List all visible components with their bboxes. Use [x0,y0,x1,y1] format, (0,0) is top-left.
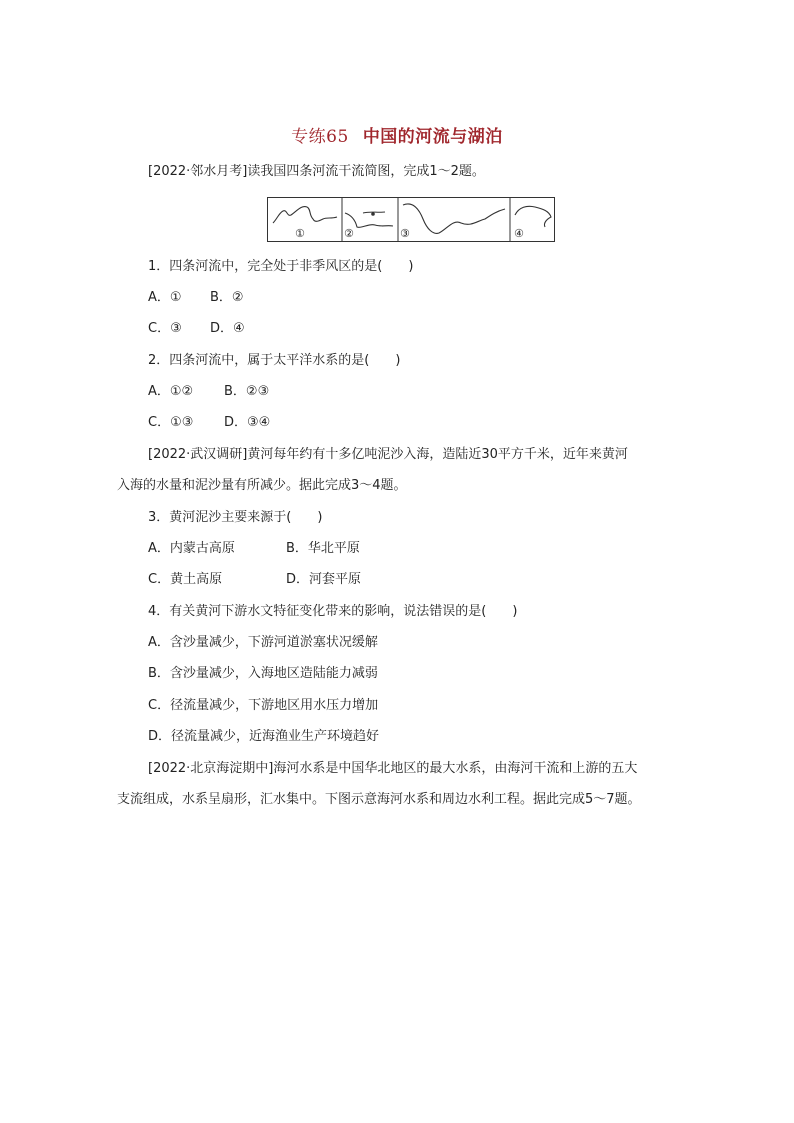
question-1-stem: 1．四条河流中，完全处于非季风区的是( ) [148,259,414,274]
river-4-label: ④ [514,227,524,240]
question-2-option-a: A．①② [148,384,194,399]
intro-3-line-1: [2022·北京海淀期中]海河水系是中国华北地区的最大水系，由海河干流和上游的五大 [148,761,638,776]
river-4-line [515,206,551,227]
river-2-line [345,213,393,227]
question-4-option-d: D．径流量减少，近海渔业生产环境趋好 [148,729,380,744]
title-text: 中国的河流与湖泊 [362,127,503,147]
river-1-line [273,207,337,223]
river-figure [267,197,555,242]
river-2-label: ② [344,227,354,240]
question-4-stem: 4．有关黄河下游水文特征变化带来的影响，说法错误的是( ) [148,604,518,619]
river-1-label: ① [295,227,305,240]
question-4-option-a: A．含沙量减少，下游河道淤塞状况缓解 [148,635,378,650]
page-title [0,122,794,147]
question-2-option-d: D．③④ [224,415,271,430]
question-1-option-c: C．③ [148,321,182,336]
question-2-option-b: B．②③ [224,384,270,399]
question-3-option-d: D．河套平原 [286,572,362,587]
question-1-option-a: A．① [148,290,182,305]
intro-3-line-2: 支流组成，水系呈扇形，汇水集中。下图示意海河水系和周边水利工程。据此完成5～7题。 [117,792,641,807]
question-2-option-c: C．①③ [148,415,194,430]
question-3-option-c: C．黄土高原 [148,572,223,587]
question-1-option-b: B．② [210,290,244,305]
question-3-stem: 3．黄河泥沙主要来源于( ) [148,510,323,525]
question-3-option-a: A．内蒙古高原 [148,541,235,556]
question-4-option-c: C．径流量减少，下游地区用水压力增加 [148,698,379,713]
question-4-option-b: B．含沙量减少，入海地区造陆能力减弱 [148,666,378,681]
intro-2-line-1: [2022·武汉调研]黄河每年约有十多亿吨泥沙入海，造陆近30平方千米，近年来黄河 [148,447,628,462]
intro-2-line-2: 入海的水量和泥沙量有所减少。据此完成3～4题。 [117,478,407,493]
river-2-lake [371,212,375,216]
question-2-stem: 2．四条河流中，属于太平洋水系的是( ) [148,353,401,368]
question-1-option-d: D．④ [210,321,245,336]
river-3-line [403,204,505,233]
river-3-label: ③ [400,227,410,240]
intro-1: [2022·邻水月考]读我国四条河流干流简图，完成1～2题。 [148,164,485,179]
question-3-option-b: B．华北平原 [286,541,360,556]
title-number: 专练65 [291,127,349,147]
